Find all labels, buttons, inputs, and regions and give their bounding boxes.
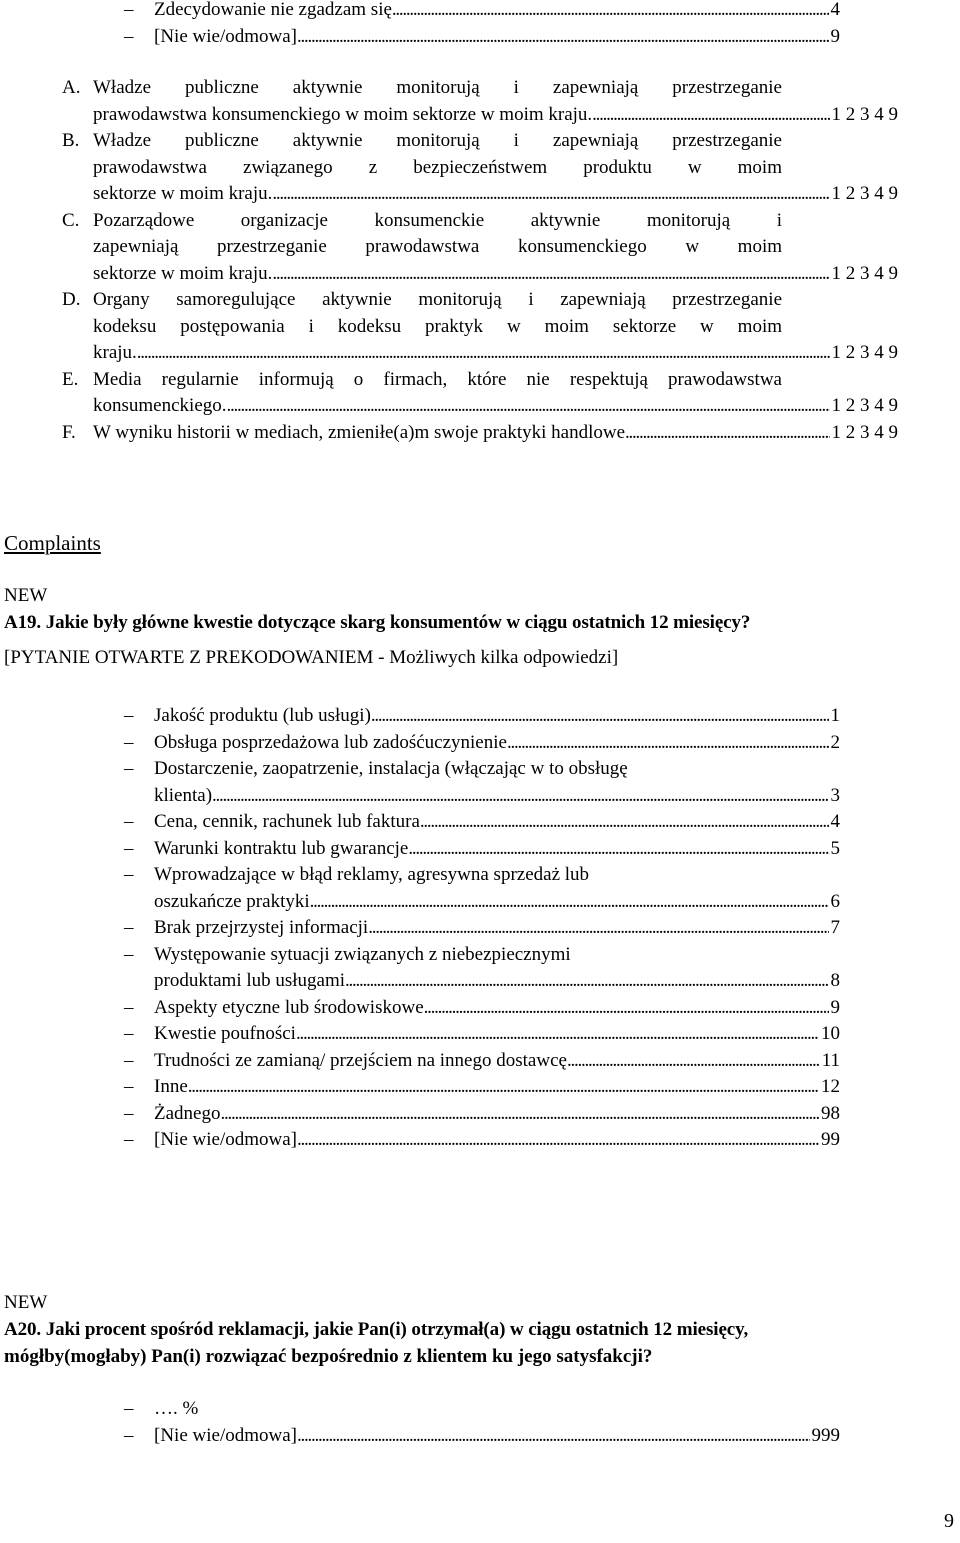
option-code: 4	[830, 0, 840, 20]
answer-option: – [Nie wie/odmowa] . . . 999	[124, 1423, 840, 1450]
answer-option: – Trudności ze zamianą/ przejściem na innego dostawcę . . . 11	[124, 1048, 840, 1075]
question-19-text: A19. Jakie były główne kwestie dotyczące skarg konsumentów w ciągu ostatnich 12 miesięcy?	[4, 612, 751, 633]
statement-line-last: kraju.	[93, 342, 137, 363]
option-code: 12	[821, 1076, 840, 1097]
option-label: Cena, cennik, rachunek lub faktura	[154, 811, 420, 832]
option-label: Żadnego	[154, 1102, 221, 1124]
statement-d	[62, 287, 898, 367]
option-label: Kwestie poufności	[154, 1023, 296, 1044]
answer-option: – Obsługa posprzedażowa lub zadośćuczynienie . . . 2	[124, 730, 840, 757]
option-label: Jakość produktu (lub usługi)	[154, 705, 371, 726]
statement-line: kodeksu postępowania i kodeksu praktyk w moim sektorze w moim	[93, 315, 782, 337]
question-20-options	[124, 1396, 840, 1449]
option-label: Inne	[154, 1076, 188, 1097]
option-code: 8	[830, 970, 840, 991]
answer-option: – Zdecydowanie nie zgadzam się . . . 4	[124, 0, 840, 24]
answer-option: – [Nie wie/odmowa] . . . 9	[124, 24, 840, 51]
statement-line: prawodawstwa związanego z bezpieczeństwem produktu w moim	[93, 156, 782, 178]
answer-option: – Jakość produktu (lub usługi) . . . 1	[124, 703, 840, 730]
statement-e	[62, 367, 898, 420]
statement-a	[62, 75, 898, 128]
answer-option: – Inne . . . 12	[124, 1074, 840, 1101]
statement-letter: E.	[62, 368, 79, 390]
option-code: 11	[821, 1049, 840, 1071]
question-19-options	[124, 703, 840, 1154]
answer-option: – Aspekty etyczne lub środowiskowe . . . 9	[124, 995, 840, 1022]
statement-line-last: sektorze w moim kraju.	[93, 183, 273, 204]
statement-f	[62, 420, 898, 447]
statement-letter: F.	[62, 421, 76, 443]
answer-option-percent: – …. %	[124, 1396, 840, 1423]
option-label-last: klienta)	[154, 784, 213, 806]
option-label: Aspekty etyczne lub środowiskowe	[154, 996, 424, 1018]
option-code: 1	[830, 705, 840, 726]
option-code: 7	[830, 917, 840, 938]
question-20-text-line2: mógłby(mogłaby) Pan(i) rozwiązać bezpośrednio z klientem ku jego satysfakcji?	[4, 1346, 653, 1367]
statement-letter: A.	[62, 77, 81, 98]
page-number: 9	[944, 1510, 954, 1532]
answer-option: – Cena, cennik, rachunek lub faktura . . . 4	[124, 809, 840, 836]
statement-b	[62, 128, 898, 208]
option-label: [Nie wie/odmowa]	[154, 1129, 297, 1150]
option-label: Trudności ze zamianą/ przejściem na innego dostawcę	[154, 1049, 567, 1071]
statement-letter: D.	[62, 289, 81, 310]
option-label: Obsługa posprzedażowa lub zadośćuczynienie	[154, 731, 507, 753]
statement-letter: C.	[62, 209, 80, 231]
option-label-last: oszukańcze praktyki	[154, 890, 310, 912]
statement-line: Władze publiczne aktywnie monitorują i zapewniają przestrzeganie	[93, 130, 782, 151]
statement-line-last: W wyniku historii w mediach, zmieniłe(a)m swoje praktyki handlowe	[93, 421, 626, 443]
option-label: Zdecydowanie nie zgadzam się	[154, 0, 392, 20]
statement-line: Władze publiczne aktywnie monitorują i zapewniają przestrzeganie	[93, 77, 782, 98]
option-code: 99	[821, 1129, 840, 1150]
answer-option: – Występowanie sytuacji związanych z niebezpiecznymi produktami lub usługami . . . 8	[124, 942, 840, 995]
option-label: Wprowadzające w błąd reklamy, agresywna sprzedaż lub	[154, 864, 590, 885]
scale-codes: 1 2 3 4 9	[831, 103, 898, 125]
scale-codes: 1 2 3 4 9	[831, 421, 898, 443]
option-code: 98	[821, 1102, 840, 1124]
scale-codes: 1 2 3 4 9	[831, 183, 898, 204]
answer-option: – Dostarczenie, zaopatrzenie, instalacja (włączając w to obsługę klienta) . . . 3	[124, 756, 840, 809]
scale-codes: 1 2 3 4 9	[831, 262, 898, 284]
statement-letter: B.	[62, 130, 80, 151]
option-label: Występowanie sytuacji związanych z niebezpiecznymi	[154, 943, 571, 965]
statement-line: Pozarządowe organizacje konsumenckie aktywnie monitorują i	[93, 209, 782, 231]
option-code: 4	[830, 811, 840, 832]
top-answer-list	[124, 0, 840, 50]
option-code: 999	[811, 1424, 840, 1446]
answer-option: – Warunki kontraktu lub gwarancje . . . 5	[124, 836, 840, 863]
option-label: Warunki kontraktu lub gwarancje	[154, 837, 409, 859]
statement-line-last: sektorze w moim kraju.	[93, 262, 273, 284]
statement-line: Organy samoregulujące aktywnie monitorują i zapewniają przestrzeganie	[93, 289, 782, 310]
percent-entry: …. %	[154, 1398, 199, 1419]
statement-line-last: konsumenckiego.	[93, 395, 227, 416]
option-code: 9	[830, 996, 840, 1018]
option-code: 6	[830, 890, 840, 912]
scale-codes: 1 2 3 4 9	[831, 395, 898, 416]
scale-codes: 1 2 3 4 9	[831, 342, 898, 363]
answer-option: – Wprowadzające w błąd reklamy, agresywna sprzedaż lub oszukańcze praktyki . . . 6	[124, 862, 840, 915]
option-label-last: produktami lub usługami	[154, 970, 346, 991]
answer-option: – Kwestie poufności . . . 10	[124, 1021, 840, 1048]
statement-list	[62, 75, 898, 446]
option-code: 5	[830, 837, 840, 859]
option-code: 2	[830, 731, 840, 753]
option-code: 10	[821, 1023, 840, 1044]
statement-line-last: prawodawstwa konsumenckiego w moim sektorze w moim kraju.	[93, 103, 593, 125]
question-20-text-line1: A20. Jaki procent spośród reklamacji, jakie Pan(i) otrzymał(a) w ciągu ostatnich 12 miesięcy,	[4, 1319, 749, 1340]
answer-option: – Żadnego . . . 98	[124, 1101, 840, 1128]
statement-c	[62, 208, 898, 288]
question-19-instruction: [PYTANIE OTWARTE Z PREKODOWANIEM - Możliwych kilka odpowiedzi]	[4, 647, 619, 668]
question-20-tag: NEW	[4, 1292, 48, 1313]
statement-line: zapewniają przestrzeganie prawodawstwa konsumenckiego w moim	[93, 236, 782, 257]
statement-line: Media regularnie informują o firmach, które nie respektują prawodawstwa	[93, 368, 782, 390]
question-19-tag: NEW	[4, 585, 48, 606]
option-code: 3	[830, 784, 840, 806]
option-label: [Nie wie/odmowa]	[154, 1424, 297, 1446]
option-label: Brak przejrzystej informacji	[154, 917, 369, 938]
option-label: Dostarczenie, zaopatrzenie, instalacja (włączając w to obsługę	[154, 758, 628, 779]
section-heading: Complaints	[4, 531, 101, 555]
answer-option: – [Nie wie/odmowa] . . . 99	[124, 1127, 840, 1154]
option-label: [Nie wie/odmowa]	[154, 25, 297, 47]
answer-option: – Brak przejrzystej informacji . . . 7	[124, 915, 840, 942]
option-code: 9	[830, 25, 840, 47]
